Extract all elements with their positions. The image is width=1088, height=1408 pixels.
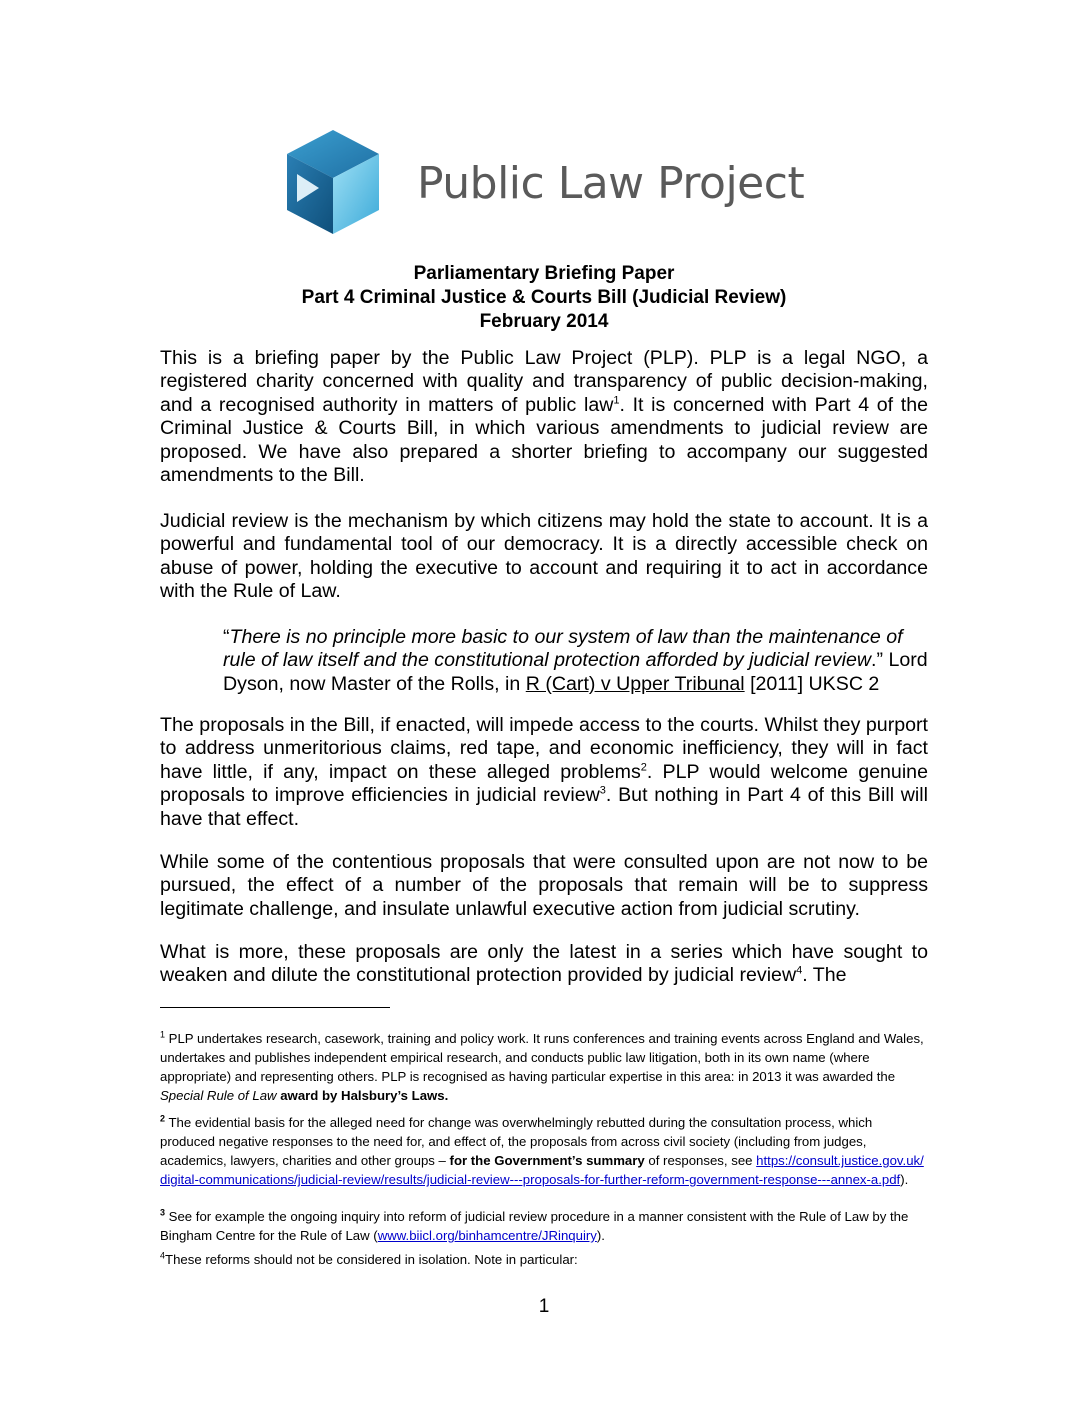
- footnote-1: $^1$ PLP undertakes research, casework, training and policy work. It runs conferences and training events across England and Wales, undertakes and publishes independent empirical research, and conducts public law litigation, both in its own name (where appropriate) and representing others. PLP is recognised as having particular expertise in this area: in 2013 it was awarded the Special Rule of Law award by Halsbury’s Laws.: [160, 1029, 924, 1103]
- footnote-ref-2[interactable]: 2: [640, 761, 647, 774]
- footnote-divider: [160, 1007, 390, 1008]
- paragraph-judicial-review: Judicial review is the mechanism by which citizens may hold the state to account. It is a powerful and fundamental tool of our democracy. It is a directly accessible check on abuse of power, holding the executive to account and requiring it to act in accordance with the Rule of Law.: [160, 510, 928, 603]
- document-date: February 2014: [479, 311, 609, 332]
- document-title: Part 4 Criminal Justice & Courts Bill (Judicial Review): [301, 287, 787, 308]
- footnote-ref-3[interactable]: 3: [599, 784, 606, 797]
- case-citation: R (Cart) v Upper Tribunal: [525, 672, 745, 695]
- bingham-centre-link[interactable]: www.biicl.org/binhamcentre/JRinquiry: [377, 1228, 597, 1243]
- document-type: Parliamentary Briefing Paper: [413, 263, 675, 284]
- logo: [283, 128, 823, 238]
- footnote-2: $^2$ The evidential basis for the alleged need for change was overwhelmingly rebutted during the consultation process, which produced negative responses to the need for, and effect of, the proposals from across civil society (including from judges, academics, lawyers, charities and other groups – for the Government’s summary of responses, see https://consult.justice.gov.uk/digital-communications/judicial-review/results/judicial-review---proposals-for-further-reform-government-response---annex-a.pdf).: [160, 1113, 924, 1187]
- quote-block: “There is no principle more basic to our system of law than the maintenance of rule of law itself and the constitutional protection afforded by judicial review.” Lord Dyson, now Master of the Rolls, in R (Cart) v Upper Tribunal [2011] UKSC 2: [223, 626, 928, 695]
- paragraph-intro: This is a briefing paper by the Public Law Project (PLP). PLP is a legal NGO, a registered charity concerned with quality and transparency of public decision-making, and a recognised authority in matters of public law$^1$. It is concerned with Part 4 of the Criminal Justice & Courts Bill, in which various amendments to judicial review are proposed. We have also prepared a shorter briefing to accompany our suggested amendments to the Bill.: [160, 347, 928, 487]
- footnote-3: $^3$ See for example the ongoing inquiry into reform of judicial review procedure in a manner consistent with the Rule of Law by the Bingham Centre for the Rule of Law (www.biicl.org/binhamcentre/JRinquiry).: [160, 1207, 909, 1243]
- page-number: 1: [538, 1296, 550, 1317]
- paragraph-contentious: While some of the contentious proposals that were consulted upon are not now to be pursued, the effect of a number of the proposals that remain will be to suppress legitimate challenge, and insulate unlawful executive action from judicial scrutiny.: [160, 851, 928, 920]
- footnote-4: $^4$These reforms should not be considered in isolation. Note in particular:: [160, 1250, 578, 1267]
- title-block: [160, 262, 928, 334]
- footnote-ref-4[interactable]: 4: [796, 964, 803, 977]
- cube-logo-icon: [283, 128, 383, 238]
- consultation-response-link[interactable]: https://consult.justice.gov.uk/digital-communications/judicial-review/results/judicial-review---proposals-for-further-reform-government-response---annex-a.pdf: [160, 1153, 924, 1187]
- paragraph-latest: What is more, these proposals are only the latest in a series which have sought to weaken and dilute the constitutional protection provided by judicial review$^4$. The: [160, 941, 928, 987]
- logo-text: Public Law Project: [417, 158, 805, 209]
- paragraph-proposals: The proposals in the Bill, if enacted, will impede access to the courts. Whilst they purport to address unmeritorious claims, red tape, and economic inefficiency, they will in fact have little, if any, impact on these alleged problems$^2$. PLP would welcome genuine proposals to improve efficiencies in judicial review$^3$. But nothing in Part 4 of this Bill will have that effect.: [160, 714, 928, 830]
- footnote-ref-1[interactable]: 1: [613, 394, 620, 407]
